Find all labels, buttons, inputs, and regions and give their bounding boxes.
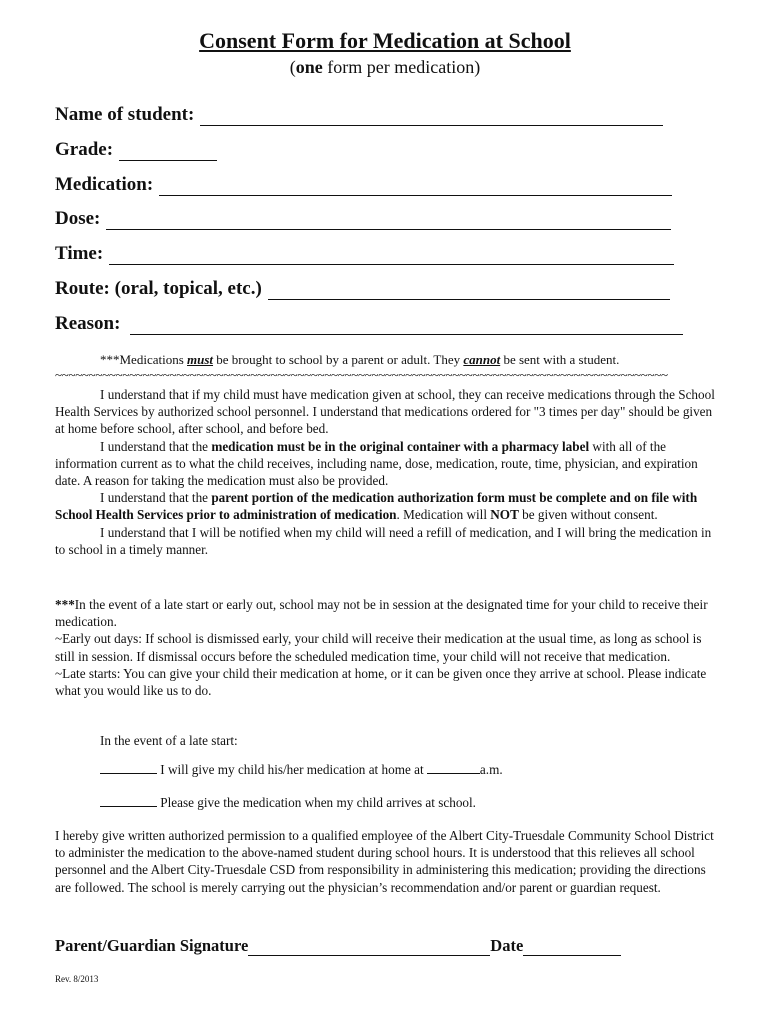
- signature-row: [55, 934, 621, 956]
- route-row: [55, 274, 670, 300]
- revision-label: Rev. 8/2013: [55, 974, 99, 984]
- form-title: Consent Form for Medication at School: [199, 28, 571, 53]
- understand-paragraph-1: I understand that if my child must have medication given at school, they can receive medications through the School Health Services by authorized school personnel. I understand that medications ordered for "3 times per day" should be given at home before school, after school, and before bed.: [55, 387, 715, 437]
- p3-text-a: I understand that the: [100, 490, 212, 506]
- date-label: Date: [490, 936, 524, 955]
- home-time-field[interactable]: [427, 760, 480, 774]
- medication-field[interactable]: [159, 175, 672, 196]
- tilde-divider: ~~~~~~~~~~~~~~~~~~~~~~~~~~~~~~~~~~~~~~~~~~~~~~~~~~~~~~~~~~~~~~~~~~~~~~~~~~~~~~~~~~~~~~~~~~~: [55, 367, 668, 382]
- note-part2: be brought to school by a parent or adult. They: [213, 352, 464, 367]
- option-school-text: Please give the medication when my child arrives at school.: [157, 795, 476, 810]
- route-field[interactable]: [268, 279, 670, 300]
- early-out-text: ~Early out days: If school is dismissed early, your child will receive their medication at the usual time, as long as school is still in session. If dismissal occurs before the scheduled medication time, your child will not receive that medication.: [55, 631, 702, 664]
- understand-paragraph-3: [55, 489, 720, 523]
- time-field[interactable]: [109, 244, 674, 265]
- option-home-suffix: a.m.: [479, 762, 503, 777]
- late-start-label: In the event of a late start:: [100, 733, 238, 748]
- option-home-text: I will give my child his/her medication at home at: [157, 762, 427, 777]
- dose-field[interactable]: [106, 209, 671, 230]
- time-row: [55, 239, 674, 265]
- note-part1: ***Medications: [100, 352, 188, 367]
- late-intro-text: In the event of a late start or early out, school may not be in session at the designated time for your child to receive their medication.: [55, 597, 708, 630]
- reason-field[interactable]: [130, 314, 683, 335]
- note-part3: be sent with a student.: [500, 352, 620, 367]
- understanding-section: [55, 386, 720, 558]
- form-subtitle: [0, 56, 770, 78]
- note-must: must: [187, 352, 214, 367]
- p3-emphasis: parent portion of the medication authorization form must be complete and on file with School Health Services prior to administration of medication: [55, 490, 698, 523]
- date-field[interactable]: [523, 938, 621, 956]
- student-name-field[interactable]: [200, 105, 663, 126]
- option-school-checkbox-line[interactable]: [100, 793, 157, 807]
- medication-row: [55, 170, 672, 196]
- student-name-label: Name of student:: [55, 104, 195, 125]
- student-name-row: [55, 100, 663, 126]
- reason-label: Reason:: [55, 313, 121, 334]
- p2-text-c: with all of the information current as to what the child receives, including name, dose, medication, route, time, physician, and expiration date. A reason for taking the medication must also be provided.: [55, 438, 698, 489]
- authorization-text: I hereby give written authorized permission to a qualified employee of the Albert City-Truesdale Community School District to administer the medication to the above-named student during school hours. It is understood that this relieves all school personnel and the Albert City-Truesdale CSD from responsibility in administering this medication; providing the directions are followed. The school is merely carrying out the physician’s recommendation and/or parent or guardian request.: [55, 828, 714, 895]
- transport-note: [100, 352, 619, 368]
- dose-row: [55, 204, 671, 230]
- time-label: Time:: [55, 243, 104, 264]
- authorization-section: [55, 827, 720, 896]
- p2-text-a: I understand that the: [100, 438, 212, 454]
- p3-text-e: be given without consent.: [518, 507, 658, 523]
- late-stars: ***: [55, 597, 75, 612]
- grade-row: [55, 135, 217, 161]
- reason-row: [55, 309, 683, 335]
- p3-text-c: . Medication will: [396, 507, 491, 523]
- note-cannot: cannot: [463, 352, 501, 367]
- p3-not: NOT: [490, 507, 519, 523]
- subtitle-prefix: (: [289, 57, 296, 77]
- subtitle-rest: form per medication): [322, 57, 481, 77]
- route-label: Route: (oral, topical, etc.): [55, 278, 262, 299]
- option-home-checkbox-line[interactable]: [100, 760, 157, 774]
- grade-field[interactable]: [119, 140, 217, 161]
- understand-paragraph-4: I understand that I will be notified when my child will need a refill of medication, and I will bring the medication in to school in a timely manner.: [55, 524, 712, 557]
- late-option-home: [100, 760, 503, 778]
- understand-paragraph-2: [55, 438, 720, 490]
- dose-label: Dose:: [55, 208, 101, 229]
- signature-label: Parent/Guardian Signature: [55, 936, 249, 955]
- grade-label: Grade:: [55, 139, 114, 160]
- late-start-section: [55, 596, 720, 699]
- p2-emphasis: medication must be in the original container with a pharmacy label: [211, 438, 590, 454]
- late-option-school: [100, 793, 476, 811]
- late-intro: [55, 596, 720, 630]
- medication-label: Medication:: [55, 174, 154, 195]
- subtitle-emphasis: one: [295, 57, 323, 77]
- late-starts-text: ~Late starts: You can give your child their medication at home, or it can be given once they arrive at school. Please indicate what you would like us to do.: [55, 665, 707, 699]
- signature-field[interactable]: [248, 938, 490, 956]
